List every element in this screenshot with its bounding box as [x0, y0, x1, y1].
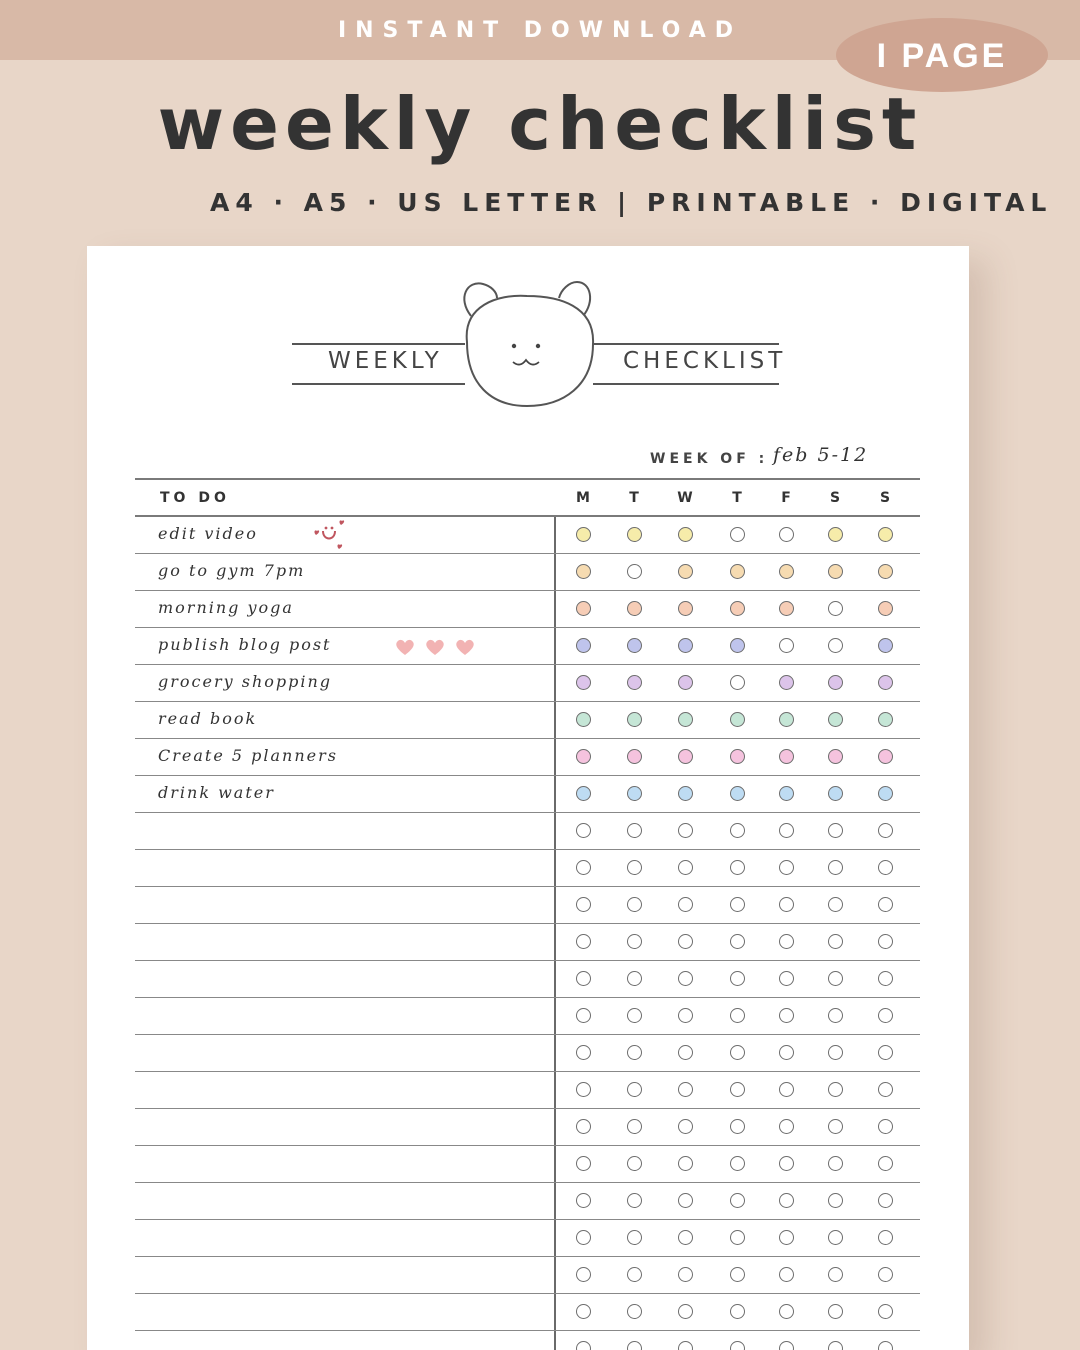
column-divider: [554, 1220, 556, 1256]
checkbox-circle[interactable]: [678, 712, 693, 727]
checkbox-circle[interactable]: [678, 1119, 693, 1134]
task-text[interactable]: drink water: [158, 783, 275, 802]
checkbox-circle[interactable]: [779, 860, 794, 875]
checkbox-circle[interactable]: [779, 749, 794, 764]
checkbox-circle[interactable]: [627, 675, 642, 690]
column-divider: [554, 554, 556, 590]
task-text[interactable]: grocery shopping: [158, 672, 333, 691]
checkbox-circle[interactable]: [627, 527, 642, 542]
header-label-checklist: CHECKLIST: [623, 348, 787, 374]
checkbox-circle[interactable]: [730, 1193, 745, 1208]
checkbox-circle[interactable]: [678, 1304, 693, 1319]
checkbox-circle[interactable]: [627, 934, 642, 949]
checkbox-circle[interactable]: [828, 675, 843, 690]
checkbox-circle[interactable]: [678, 564, 693, 579]
day-header: T: [732, 490, 742, 506]
table-row: [135, 1331, 920, 1350]
checkbox-circle[interactable]: [730, 527, 745, 542]
checkbox-circle[interactable]: [878, 897, 893, 912]
checkbox-circle[interactable]: [828, 897, 843, 912]
checkbox-circle[interactable]: [878, 860, 893, 875]
table-row: [135, 1183, 920, 1220]
table-row: [135, 628, 920, 665]
table-row: [135, 1294, 920, 1331]
checkbox-circle[interactable]: [878, 749, 893, 764]
checkbox-circle[interactable]: [779, 1267, 794, 1282]
checkbox-circle[interactable]: [627, 823, 642, 838]
checkbox-circle[interactable]: [878, 675, 893, 690]
checkbox-circle[interactable]: [576, 1267, 591, 1282]
checkbox-circle[interactable]: [678, 675, 693, 690]
checkbox-circle[interactable]: [730, 934, 745, 949]
checkbox-circle[interactable]: [779, 527, 794, 542]
checkbox-circle[interactable]: [627, 897, 642, 912]
instant-download-text: INSTANT DOWNLOAD: [337, 18, 743, 43]
checkbox-circle[interactable]: [576, 749, 591, 764]
column-divider: [554, 1035, 556, 1071]
checkbox-circle[interactable]: [576, 971, 591, 986]
day-header: S: [829, 490, 841, 506]
task-text[interactable]: publish blog post: [158, 635, 332, 654]
checkbox-circle[interactable]: [627, 712, 642, 727]
checkbox-circle[interactable]: [576, 1008, 591, 1023]
checkbox-circle[interactable]: [878, 1082, 893, 1097]
checkbox-circle[interactable]: [779, 1082, 794, 1097]
checkbox-circle[interactable]: [627, 749, 642, 764]
checkbox-circle[interactable]: [730, 971, 745, 986]
checkbox-circle[interactable]: [576, 564, 591, 579]
column-divider: [554, 739, 556, 775]
checkbox-circle[interactable]: [828, 749, 843, 764]
checkbox-circle[interactable]: [576, 823, 591, 838]
table-header: [135, 478, 920, 517]
table-row: [135, 554, 920, 591]
main-title: weekly checklist: [157, 82, 923, 166]
day-header: W: [677, 490, 693, 506]
checkbox-circle[interactable]: [678, 897, 693, 912]
checkbox-circle[interactable]: [576, 860, 591, 875]
checkbox-circle[interactable]: [878, 1341, 893, 1350]
checkbox-circle[interactable]: [779, 1230, 794, 1245]
checkbox-circle[interactable]: [678, 860, 693, 875]
day-header: M: [576, 490, 590, 506]
checkbox-circle[interactable]: [779, 1045, 794, 1060]
checkbox-circle[interactable]: [828, 1341, 843, 1350]
column-divider: [554, 1331, 556, 1350]
checkbox-circle[interactable]: [878, 527, 893, 542]
column-divider: [554, 813, 556, 849]
checkbox-circle[interactable]: [730, 1082, 745, 1097]
checkbox-circle[interactable]: [828, 1045, 843, 1060]
checkbox-circle[interactable]: [576, 897, 591, 912]
checkbox-circle[interactable]: [627, 1267, 642, 1282]
sheet-header: [87, 246, 969, 426]
checkbox-circle[interactable]: [878, 1304, 893, 1319]
table-row: [135, 1035, 920, 1072]
column-divider: [554, 850, 556, 886]
checkbox-circle[interactable]: [828, 823, 843, 838]
checkbox-circle[interactable]: [878, 564, 893, 579]
task-text[interactable]: edit video: [158, 524, 258, 543]
checkbox-circle[interactable]: [576, 1156, 591, 1171]
checkbox-circle[interactable]: [828, 1119, 843, 1134]
table-row: [135, 665, 920, 702]
checkbox-circle[interactable]: [828, 934, 843, 949]
checkbox-circle[interactable]: [627, 638, 642, 653]
checkbox-circle[interactable]: [878, 1008, 893, 1023]
checkbox-circle[interactable]: [779, 638, 794, 653]
checkbox-circle[interactable]: [730, 1008, 745, 1023]
column-divider: [554, 1146, 556, 1182]
table-row: [135, 776, 920, 813]
checkbox-circle[interactable]: [878, 712, 893, 727]
checkbox-circle[interactable]: [576, 527, 591, 542]
checkbox-circle[interactable]: [678, 1045, 693, 1060]
checkbox-circle[interactable]: [878, 1156, 893, 1171]
checkbox-circle[interactable]: [828, 564, 843, 579]
checkbox-circle[interactable]: [627, 1119, 642, 1134]
checkbox-circle[interactable]: [576, 786, 591, 801]
checkbox-circle[interactable]: [576, 1045, 591, 1060]
checkbox-circle[interactable]: [627, 1008, 642, 1023]
checkbox-circle[interactable]: [576, 1341, 591, 1350]
column-divider: [554, 1072, 556, 1108]
checkbox-circle[interactable]: [828, 1008, 843, 1023]
column-divider: [554, 1257, 556, 1293]
checkbox-circle[interactable]: [828, 860, 843, 875]
table-body: [135, 517, 920, 1350]
checkbox-circle[interactable]: [730, 712, 745, 727]
table-row: [135, 850, 920, 887]
checkbox-circle[interactable]: [779, 1156, 794, 1171]
checkbox-circle[interactable]: [730, 1156, 745, 1171]
checkbox-circle[interactable]: [730, 897, 745, 912]
checkbox-circle[interactable]: [627, 1156, 642, 1171]
checkbox-circle[interactable]: [878, 823, 893, 838]
checklist-table: [135, 478, 920, 1350]
checkbox-circle[interactable]: [576, 1304, 591, 1319]
checkbox-circle[interactable]: [627, 601, 642, 616]
checkbox-circle[interactable]: [878, 601, 893, 616]
table-row: [135, 1257, 920, 1294]
column-divider: [554, 887, 556, 923]
column-divider: [554, 1294, 556, 1330]
column-divider: [554, 628, 556, 664]
checkbox-circle[interactable]: [678, 749, 693, 764]
checkbox-circle[interactable]: [828, 712, 843, 727]
week-of-value: feb 5-12: [773, 444, 869, 466]
checkbox-circle[interactable]: [576, 601, 591, 616]
checkbox-circle[interactable]: [678, 786, 693, 801]
column-divider: [554, 1183, 556, 1219]
table-row: [135, 1146, 920, 1183]
checkbox-circle[interactable]: [678, 1193, 693, 1208]
checkbox-circle[interactable]: [678, 823, 693, 838]
todo-header: TO DO: [160, 490, 230, 506]
checkbox-circle[interactable]: [878, 934, 893, 949]
checkbox-circle[interactable]: [779, 564, 794, 579]
checkbox-circle[interactable]: [730, 1119, 745, 1134]
checkbox-circle[interactable]: [878, 971, 893, 986]
checkbox-circle[interactable]: [576, 675, 591, 690]
checkbox-circle[interactable]: [730, 638, 745, 653]
checkbox-circle[interactable]: [678, 601, 693, 616]
checkbox-circle[interactable]: [828, 786, 843, 801]
task-text[interactable]: read book: [158, 709, 258, 728]
checkbox-circle[interactable]: [627, 1045, 642, 1060]
checkbox-circle[interactable]: [878, 1045, 893, 1060]
checkbox-circle[interactable]: [678, 934, 693, 949]
checkbox-circle[interactable]: [878, 1230, 893, 1245]
day-header: T: [629, 490, 639, 506]
checkbox-circle[interactable]: [730, 1045, 745, 1060]
checkbox-circle[interactable]: [779, 1193, 794, 1208]
checkbox-circle[interactable]: [779, 1008, 794, 1023]
column-divider: [554, 924, 556, 960]
checkbox-circle[interactable]: [678, 971, 693, 986]
table-row: [135, 591, 920, 628]
checkbox-circle[interactable]: [627, 860, 642, 875]
checkbox-circle[interactable]: [576, 934, 591, 949]
table-row: [135, 739, 920, 776]
checkbox-circle[interactable]: [576, 712, 591, 727]
checkbox-circle[interactable]: [730, 823, 745, 838]
checkbox-circle[interactable]: [627, 1304, 642, 1319]
checkbox-circle[interactable]: [730, 601, 745, 616]
column-divider: [554, 776, 556, 812]
checkbox-circle[interactable]: [779, 675, 794, 690]
checkbox-circle[interactable]: [779, 934, 794, 949]
checkbox-circle[interactable]: [678, 1082, 693, 1097]
checkbox-circle[interactable]: [678, 1267, 693, 1282]
column-divider: [554, 1109, 556, 1145]
checkbox-circle[interactable]: [878, 1193, 893, 1208]
checkbox-circle[interactable]: [678, 1008, 693, 1023]
table-row: [135, 924, 920, 961]
table-row: [135, 517, 920, 554]
column-divider: [554, 591, 556, 627]
table-row: [135, 1220, 920, 1257]
task-text[interactable]: Create 5 planners: [158, 746, 338, 765]
header-label-weekly: WEEKLY: [328, 348, 443, 374]
bear-face-icon: [87, 246, 969, 426]
checkbox-circle[interactable]: [730, 749, 745, 764]
checkbox-circle[interactable]: [828, 1156, 843, 1171]
column-divider: [554, 998, 556, 1034]
column-divider: [554, 961, 556, 997]
checkbox-circle[interactable]: [730, 786, 745, 801]
checkbox-circle[interactable]: [576, 1193, 591, 1208]
day-header: S: [879, 490, 891, 506]
week-of-label: WEEK OF :: [650, 451, 769, 467]
checkbox-circle[interactable]: [730, 1267, 745, 1282]
checkbox-circle[interactable]: [730, 1341, 745, 1350]
checkbox-circle[interactable]: [828, 1193, 843, 1208]
format-subtitle: A4 · A5 · US LETTER | PRINTABLE · DIGITAL: [210, 188, 1053, 217]
checkbox-circle[interactable]: [627, 1193, 642, 1208]
checkbox-circle[interactable]: [627, 564, 642, 579]
checkbox-circle[interactable]: [828, 971, 843, 986]
column-divider: [554, 517, 556, 553]
checkbox-circle[interactable]: [878, 786, 893, 801]
checkbox-circle[interactable]: [878, 1267, 893, 1282]
checkbox-circle[interactable]: [779, 971, 794, 986]
checkbox-circle[interactable]: [878, 638, 893, 653]
checkbox-circle[interactable]: [730, 1230, 745, 1245]
checkbox-circle[interactable]: [576, 1082, 591, 1097]
table-row: [135, 1072, 920, 1109]
checkbox-circle[interactable]: [627, 786, 642, 801]
page-count-badge: I PAGE: [836, 18, 1048, 92]
checkbox-circle[interactable]: [828, 638, 843, 653]
column-divider: [554, 665, 556, 701]
task-text[interactable]: morning yoga: [158, 598, 294, 617]
table-row: [135, 1109, 920, 1146]
planner-sheet: [87, 246, 969, 1350]
checkbox-circle[interactable]: [678, 527, 693, 542]
checkbox-circle[interactable]: [828, 1267, 843, 1282]
checkbox-circle[interactable]: [878, 1119, 893, 1134]
day-header: F: [781, 490, 791, 506]
checkbox-circle[interactable]: [828, 1230, 843, 1245]
checkbox-circle[interactable]: [678, 638, 693, 653]
checkbox-circle[interactable]: [730, 860, 745, 875]
checkbox-circle[interactable]: [627, 1341, 642, 1350]
checkbox-circle[interactable]: [779, 1341, 794, 1350]
checkbox-circle[interactable]: [779, 897, 794, 912]
checkbox-circle[interactable]: [678, 1156, 693, 1171]
task-text[interactable]: go to gym 7pm: [158, 561, 306, 580]
checkbox-circle[interactable]: [678, 1230, 693, 1245]
checkbox-circle[interactable]: [779, 712, 794, 727]
checkbox-circle[interactable]: [828, 1304, 843, 1319]
checkbox-circle[interactable]: [627, 971, 642, 986]
checkbox-circle[interactable]: [627, 1230, 642, 1245]
checkbox-circle[interactable]: [779, 786, 794, 801]
checkbox-circle[interactable]: [779, 601, 794, 616]
checkbox-circle[interactable]: [779, 1304, 794, 1319]
checkbox-circle[interactable]: [576, 1230, 591, 1245]
checkbox-circle[interactable]: [678, 1341, 693, 1350]
checkbox-circle[interactable]: [779, 823, 794, 838]
checkbox-circle[interactable]: [828, 527, 843, 542]
checkbox-circle[interactable]: [576, 638, 591, 653]
table-row: [135, 998, 920, 1035]
checkbox-circle[interactable]: [828, 601, 843, 616]
checkbox-circle[interactable]: [779, 1119, 794, 1134]
column-divider: [554, 702, 556, 738]
table-row: [135, 887, 920, 924]
checkbox-circle[interactable]: [576, 1119, 591, 1134]
table-row: [135, 961, 920, 998]
checkbox-circle[interactable]: [730, 1304, 745, 1319]
checkbox-circle[interactable]: [730, 675, 745, 690]
checkbox-circle[interactable]: [730, 564, 745, 579]
table-row: [135, 702, 920, 739]
checkbox-circle[interactable]: [828, 1082, 843, 1097]
table-row: [135, 813, 920, 850]
checkbox-circle[interactable]: [627, 1082, 642, 1097]
